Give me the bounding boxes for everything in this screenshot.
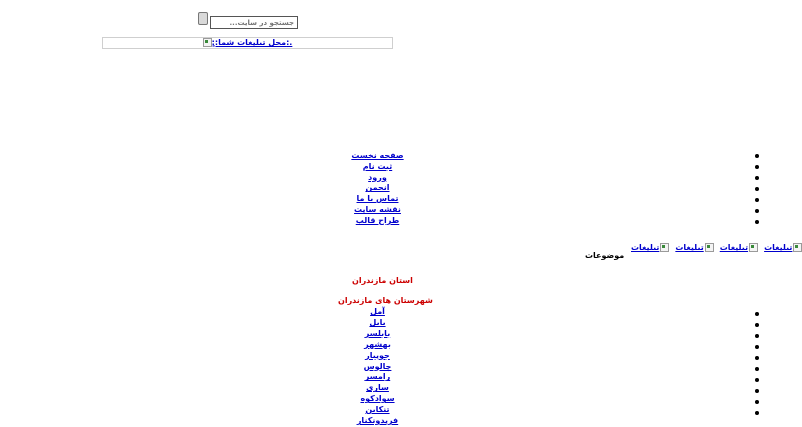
ad-link-label: تبلیغات	[631, 243, 660, 252]
nav-item-register[interactable]: ثبت نام	[362, 161, 393, 171]
nav-item-sitemap[interactable]: نقشه سایت	[354, 204, 401, 214]
ad-link[interactable]	[675, 243, 713, 252]
nav-item-login[interactable]: ورود	[368, 172, 387, 182]
city-link-juybar[interactable]: جویبار	[365, 350, 390, 360]
list-bullet	[755, 198, 759, 202]
city-link-babolsar[interactable]: بابلسر	[364, 328, 391, 338]
list-bullet	[755, 220, 759, 224]
city-link-savadkuh[interactable]: سوادکوه	[360, 394, 395, 404]
list-bullet	[755, 209, 759, 213]
list-bullet	[755, 367, 759, 371]
list-bullet	[755, 411, 759, 415]
city-link-babol[interactable]: بابل	[369, 317, 386, 327]
list-bullet	[755, 378, 759, 382]
list-bullet	[755, 345, 759, 349]
city-link-behshahr[interactable]: بهشهر	[364, 339, 391, 349]
broken-image-icon	[705, 243, 714, 252]
ad-links-row	[625, 243, 802, 252]
nav-item-designer[interactable]: طراح قالب	[355, 215, 400, 225]
cities-list	[340, 307, 415, 427]
city-link-amol[interactable]: آمل	[370, 307, 385, 316]
ad-link[interactable]	[720, 243, 758, 252]
city-link-chalus[interactable]: چالوس	[363, 361, 392, 371]
list-bullet	[755, 154, 759, 158]
city-link-tonekabon[interactable]: تنکابن	[365, 405, 390, 415]
ad-banner	[102, 37, 393, 49]
nav-item-home[interactable]: صفحه نخست	[351, 151, 404, 160]
city-link-ramsar[interactable]: رامسر	[364, 372, 391, 382]
ad-banner-link[interactable]	[203, 38, 293, 47]
topics-heading: موضوعات	[585, 251, 625, 260]
list-bullet	[755, 323, 759, 327]
ad-link[interactable]	[764, 243, 802, 252]
list-bullet	[755, 312, 759, 316]
ad-link-label: تبلیغات	[675, 243, 704, 252]
province-heading: استان مازندران	[352, 276, 413, 285]
list-bullet	[755, 187, 759, 191]
city-link-sari[interactable]: ساری	[366, 383, 389, 393]
broken-image-icon	[793, 243, 802, 252]
list-bullet	[755, 334, 759, 338]
list-bullet	[755, 176, 759, 180]
ad-link[interactable]	[631, 243, 669, 252]
broken-image-icon	[749, 243, 758, 252]
list-bullet	[755, 356, 759, 360]
ad-link-label: تبلیغات	[719, 243, 749, 252]
nav-item-contact[interactable]: تماس با ما	[356, 194, 399, 204]
list-bullet	[755, 400, 759, 404]
cities-heading: شهرستان های مازندران	[338, 296, 433, 305]
main-nav	[330, 151, 425, 227]
list-bullet	[755, 165, 759, 169]
broken-image-icon	[660, 243, 669, 252]
city-link-fereydunkenar[interactable]: فریدونکنار	[356, 416, 399, 426]
search-input[interactable]	[210, 16, 298, 29]
list-bullet	[755, 389, 759, 393]
ad-link-label: تبلیغات	[764, 243, 793, 252]
ad-banner-text: :ٍ:محل تبلیغات شما:.	[211, 38, 293, 47]
nav-item-forum[interactable]: انجمن	[365, 183, 390, 193]
search-button[interactable]	[198, 12, 208, 25]
broken-image-icon	[203, 38, 212, 47]
